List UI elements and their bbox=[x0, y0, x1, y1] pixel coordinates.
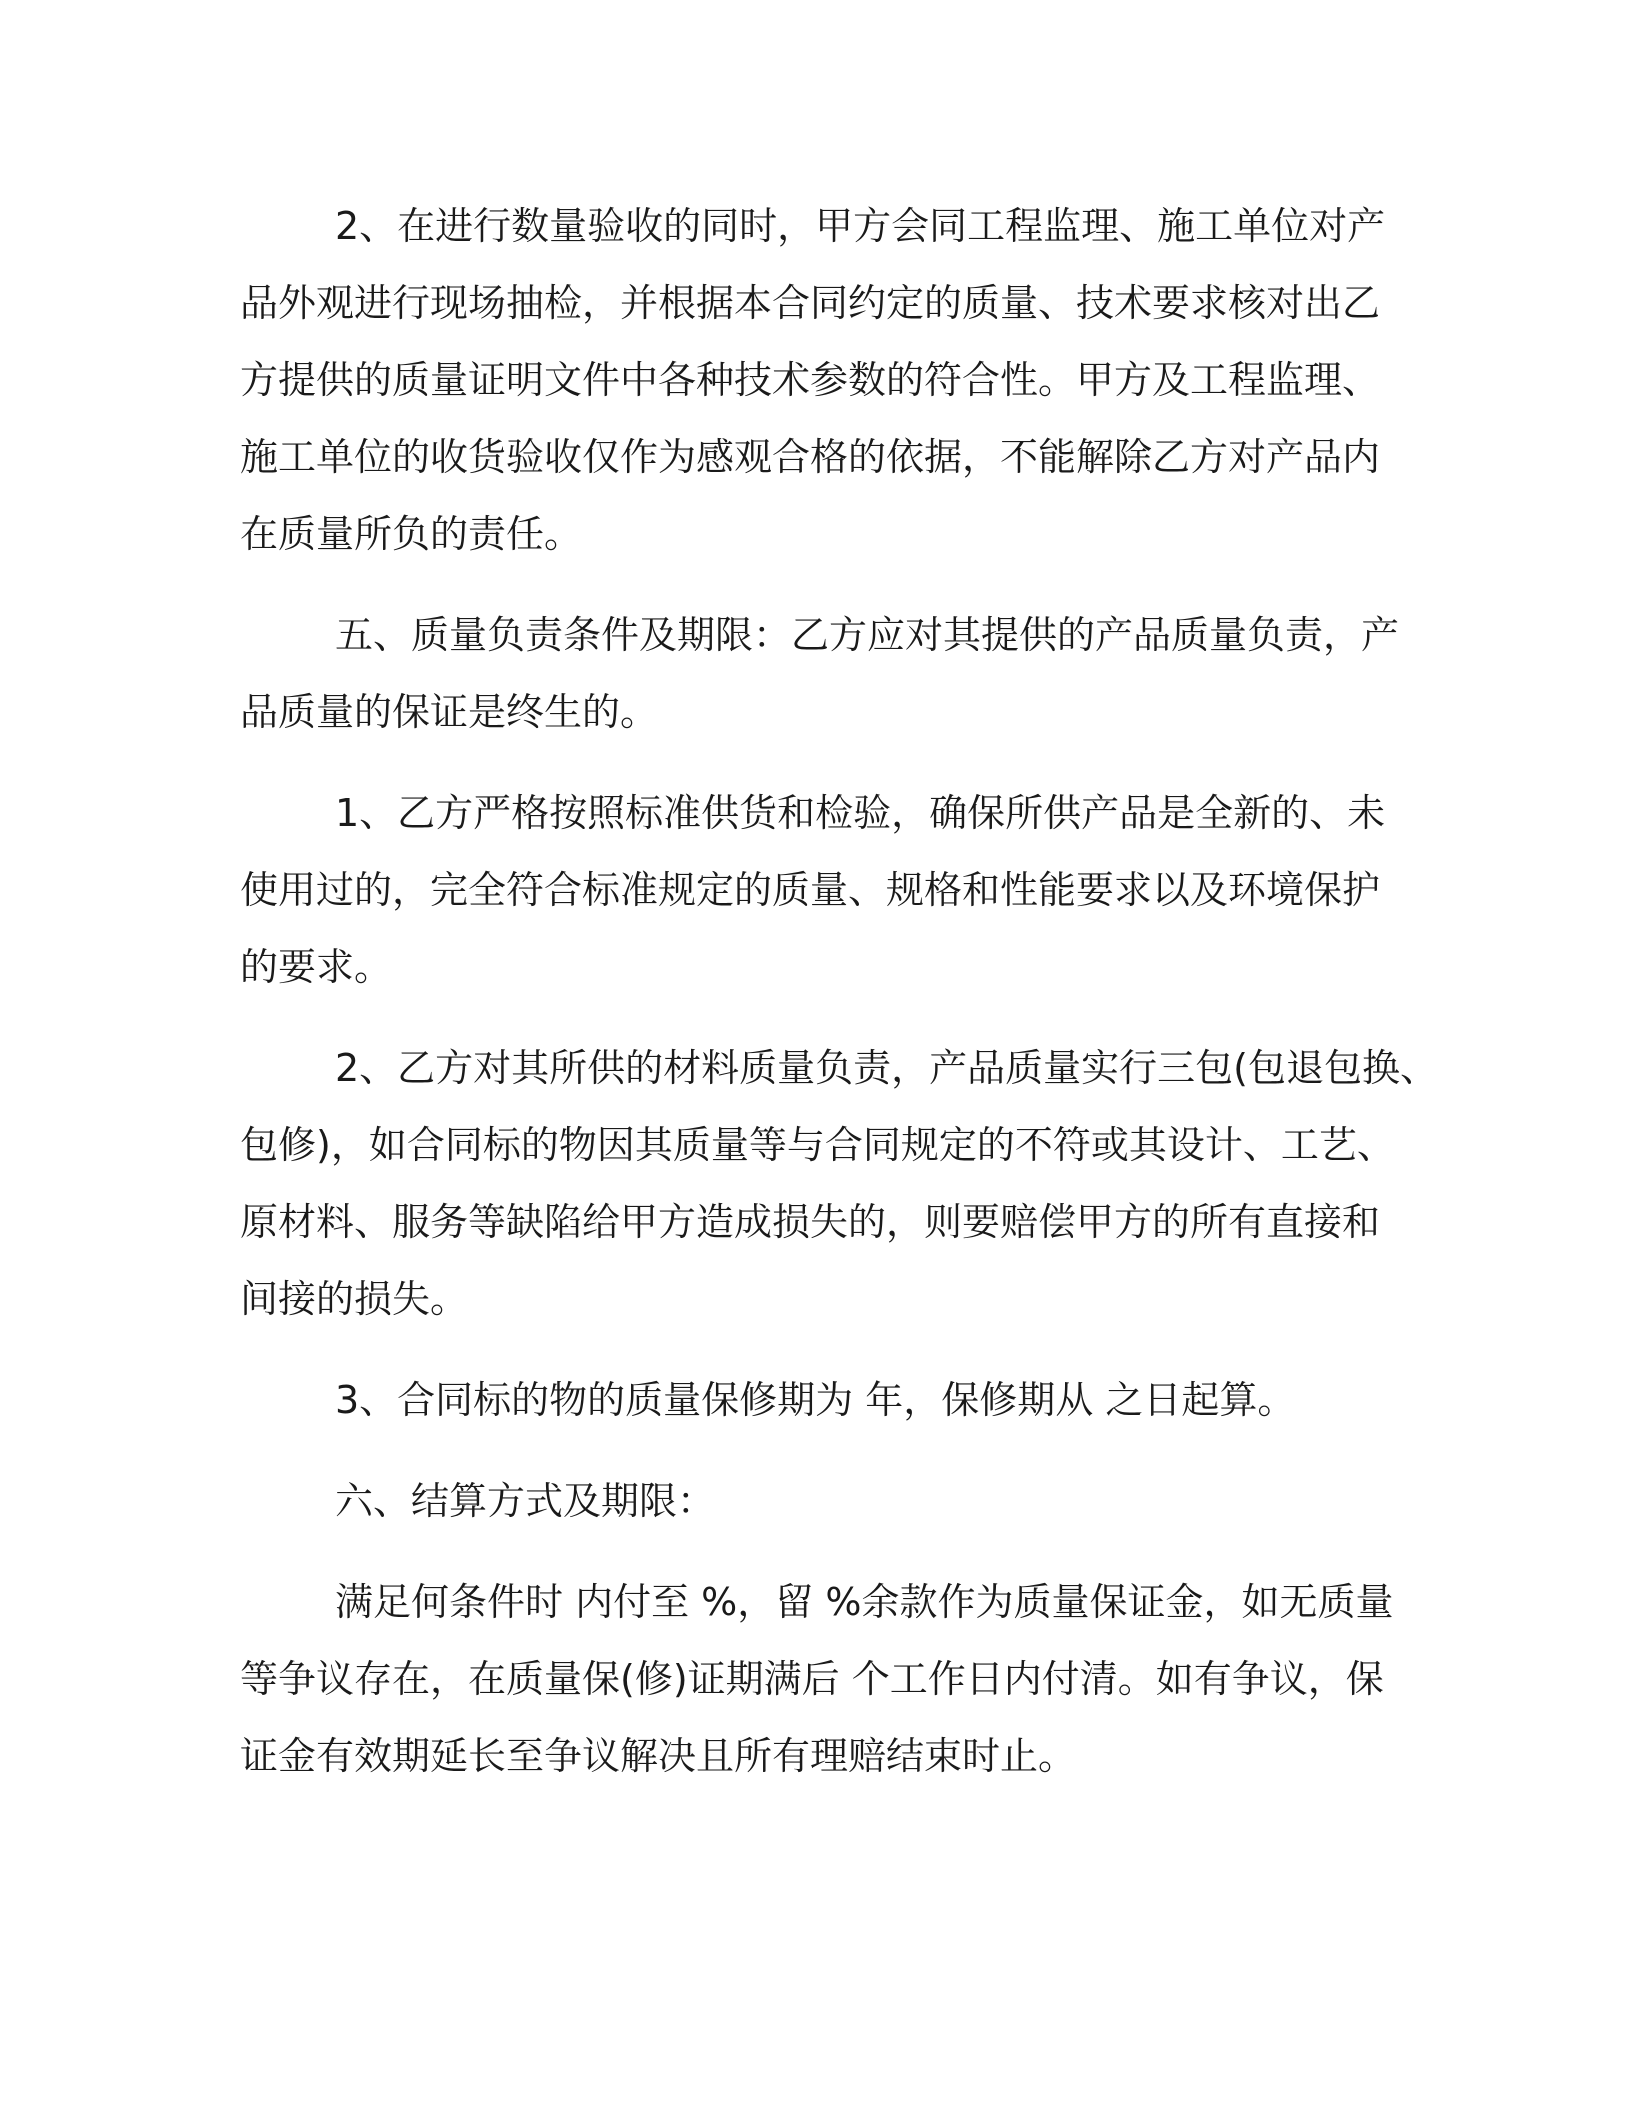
text-line: 使用过的，完全符合标准规定的质量、规格和性能要求以及环境保护 bbox=[240, 868, 1381, 912]
text-line: 包修)，如合同标的物因其质量等与合同规定的不符或其设计、工艺、 bbox=[240, 1123, 1395, 1167]
text-line: 五、质量负责条件及期限：乙方应对其提供的产品质量负责，产 bbox=[335, 613, 1400, 657]
text-line: 在质量所负的责任。 bbox=[240, 512, 583, 556]
paragraph-supply-standard bbox=[240, 775, 1390, 1006]
paragraph-three-guarantees bbox=[240, 1030, 1439, 1338]
text-line: 2、在进行数量验收的同时，甲方会同工程监理、施工单位对产 bbox=[335, 204, 1386, 248]
section-heading-quality-responsibility bbox=[240, 597, 1400, 751]
text-line: 间接的损失。 bbox=[240, 1277, 469, 1321]
text-line: 证金有效期延长至争议解决且所有理赔结束时止。 bbox=[240, 1734, 1077, 1778]
section-heading-settlement bbox=[240, 1463, 1390, 1540]
document-body bbox=[240, 188, 1439, 1795]
text-line: 2、乙方对其所供的材料质量负责，产品质量实行三包(包退包换、 bbox=[335, 1046, 1439, 1090]
paragraph-payment-terms bbox=[240, 1564, 1394, 1795]
paragraph-acceptance-inspection bbox=[240, 188, 1390, 573]
text-line: 原材料、服务等缺陷给甲方造成损失的，则要赔偿甲方的所有直接和 bbox=[240, 1200, 1381, 1244]
text-line: 六、结算方式及期限： bbox=[335, 1479, 716, 1523]
text-line: 方提供的质量证明文件中各种技术参数的符合性。甲方及工程监理、 bbox=[240, 358, 1381, 402]
text-line: 品外观进行现场抽检，并根据本合同约定的质量、技术要求核对出乙 bbox=[240, 281, 1381, 325]
text-line: 品质量的保证是终生的。 bbox=[240, 690, 659, 734]
text-line: 满足何条件时 内付至 %，留 %余款作为质量保证金，如无质量 bbox=[335, 1580, 1394, 1624]
text-line: 3、合同标的物的质量保修期为 年，保修期从 之日起算。 bbox=[335, 1378, 1296, 1422]
paragraph-warranty-period bbox=[240, 1362, 1390, 1439]
text-line: 等争议存在，在质量保(修)证期满后 个工作日内付清。如有争议，保 bbox=[240, 1657, 1384, 1701]
text-line: 1、乙方严格按照标准供货和检验，确保所供产品是全新的、未 bbox=[335, 791, 1386, 835]
text-line: 施工单位的收货验收仅作为感观合格的依据，不能解除乙方对产品内 bbox=[240, 435, 1381, 479]
text-line: 的要求。 bbox=[240, 945, 393, 989]
